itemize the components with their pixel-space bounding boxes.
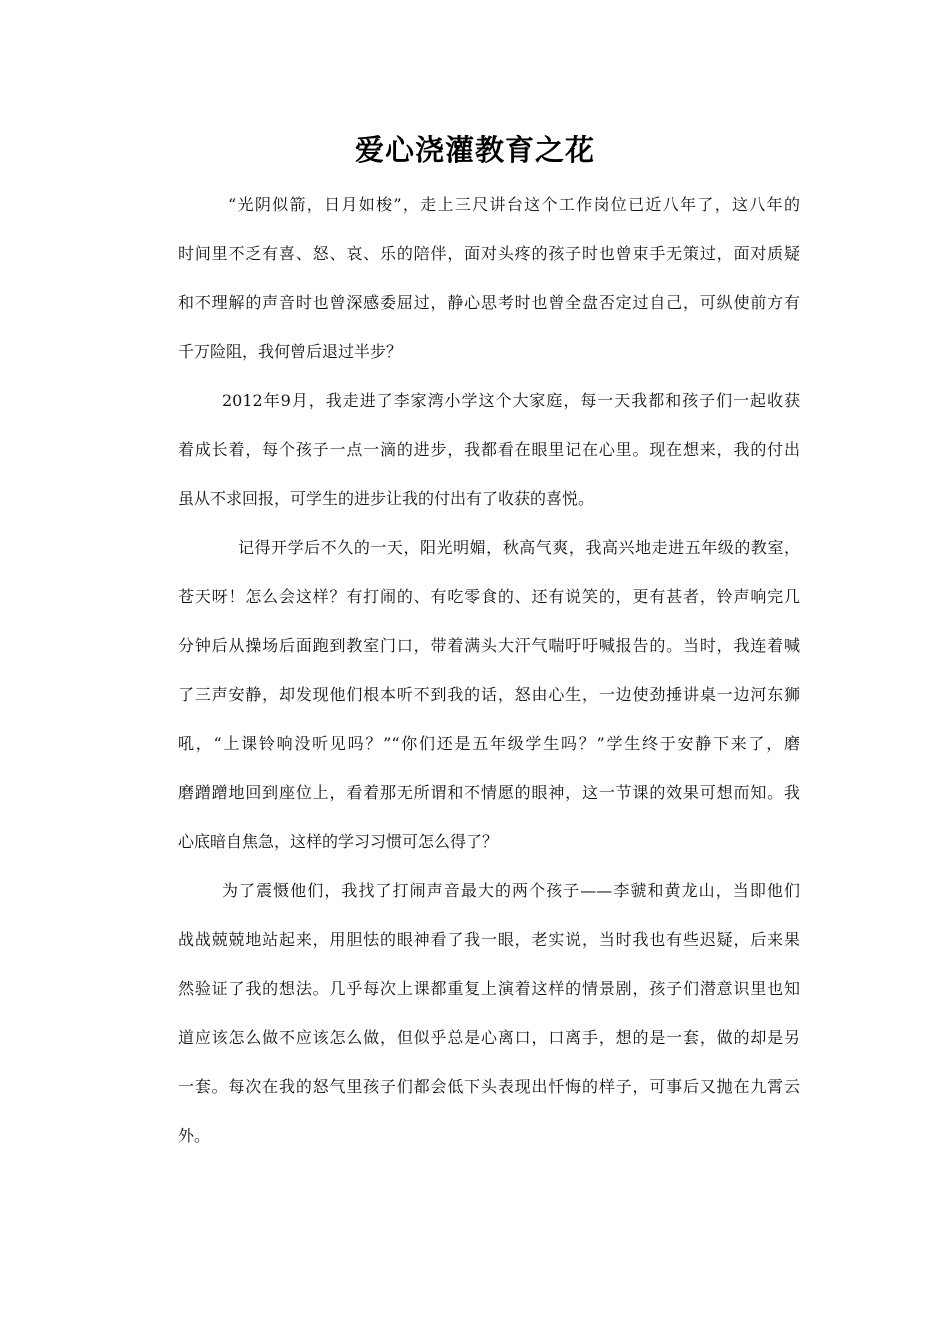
text-line: 外。: [178, 1126, 211, 1145]
text-line: 磨蹭蹭地回到座位上，看着那无所谓和不情愿的眼神，这一节课的效果可想而知。我: [178, 783, 800, 802]
text-line: 千万险阻，我何曾后退过半步？: [178, 342, 403, 361]
paragraph-1: [178, 180, 800, 376]
document-body: [178, 180, 800, 1160]
text-line: 战战兢兢地站起来，用胆怯的眼神看了我一眼，老实说，当时我也有些迟疑，后来果: [178, 930, 800, 949]
paragraph-3: [178, 523, 800, 866]
text-line: 时间里不乏有喜、怒、哀、乐的陪伴，面对头疼的孩子时也曾束手无策过，面对质疑: [178, 244, 800, 263]
text-line: 着成长着，每个孩子一点一滴的进步，我都看在眼里记在心里。现在想来，我的付出: [178, 440, 800, 459]
text-line: 分钟后从操场后面跑到教室门口，带着满头大汗气喘吁吁喊报告的。当时，我连着喊: [178, 636, 800, 655]
paragraph-4: [178, 866, 800, 1160]
text-line: 虽从不求回报，可学生的进步让我的付出有了收获的喜悦。: [178, 489, 595, 508]
text-line: 一套。每次在我的怒气里孩子们都会低下头表现出忏悔的样子，可事后又抛在九霄云: [178, 1077, 800, 1096]
text-line: 记得开学后不久的一天，阳光明媚，秋高气爽，我高兴地走进五年级的教室，: [238, 538, 800, 557]
text-line: 吼，“上课铃响没听见吗？”“你们还是五年级学生吗？”学生终于安静下来了，磨: [178, 734, 800, 753]
text-line: 为了震慑他们，我找了打闹声音最大的两个孩子——李虢和黄龙山，当即他们: [222, 881, 800, 900]
text-line: 心底暗自焦急，这样的学习习惯可怎么得了？: [178, 832, 499, 851]
text-line: 苍天呀！怎么会这样？有打闹的、有吃零食的、还有说笑的，更有甚者，铃声响完几: [178, 587, 800, 606]
document-title: 爱心浇灌教育之花: [354, 133, 595, 167]
paragraph-2: [178, 376, 800, 523]
text-line: 了三声安静，却发现他们根本听不到我的话，怒由心生，一边使劲捶讲桌一边河东狮: [178, 685, 800, 704]
text-line: “光阴似箭，日月如梭”，走上三尺讲台这个工作岗位已近八年了，这八年的: [228, 195, 800, 214]
text-line: 2012年9月，我走进了李家湾小学这个大家庭，每一天我都和孩子们一起收获: [222, 391, 800, 410]
text-line: 道应该怎么做不应该怎么做，但似乎总是心离口，口离手，想的是一套，做的却是另: [178, 1028, 800, 1047]
text-line: 然验证了我的想法。几乎每次上课都重复上演着这样的情景剧，孩子们潜意识里也知: [178, 979, 800, 998]
text-line: 和不理解的声音时也曾深感委屈过，静心思考时也曾全盘否定过自己，可纵使前方有: [178, 293, 800, 312]
